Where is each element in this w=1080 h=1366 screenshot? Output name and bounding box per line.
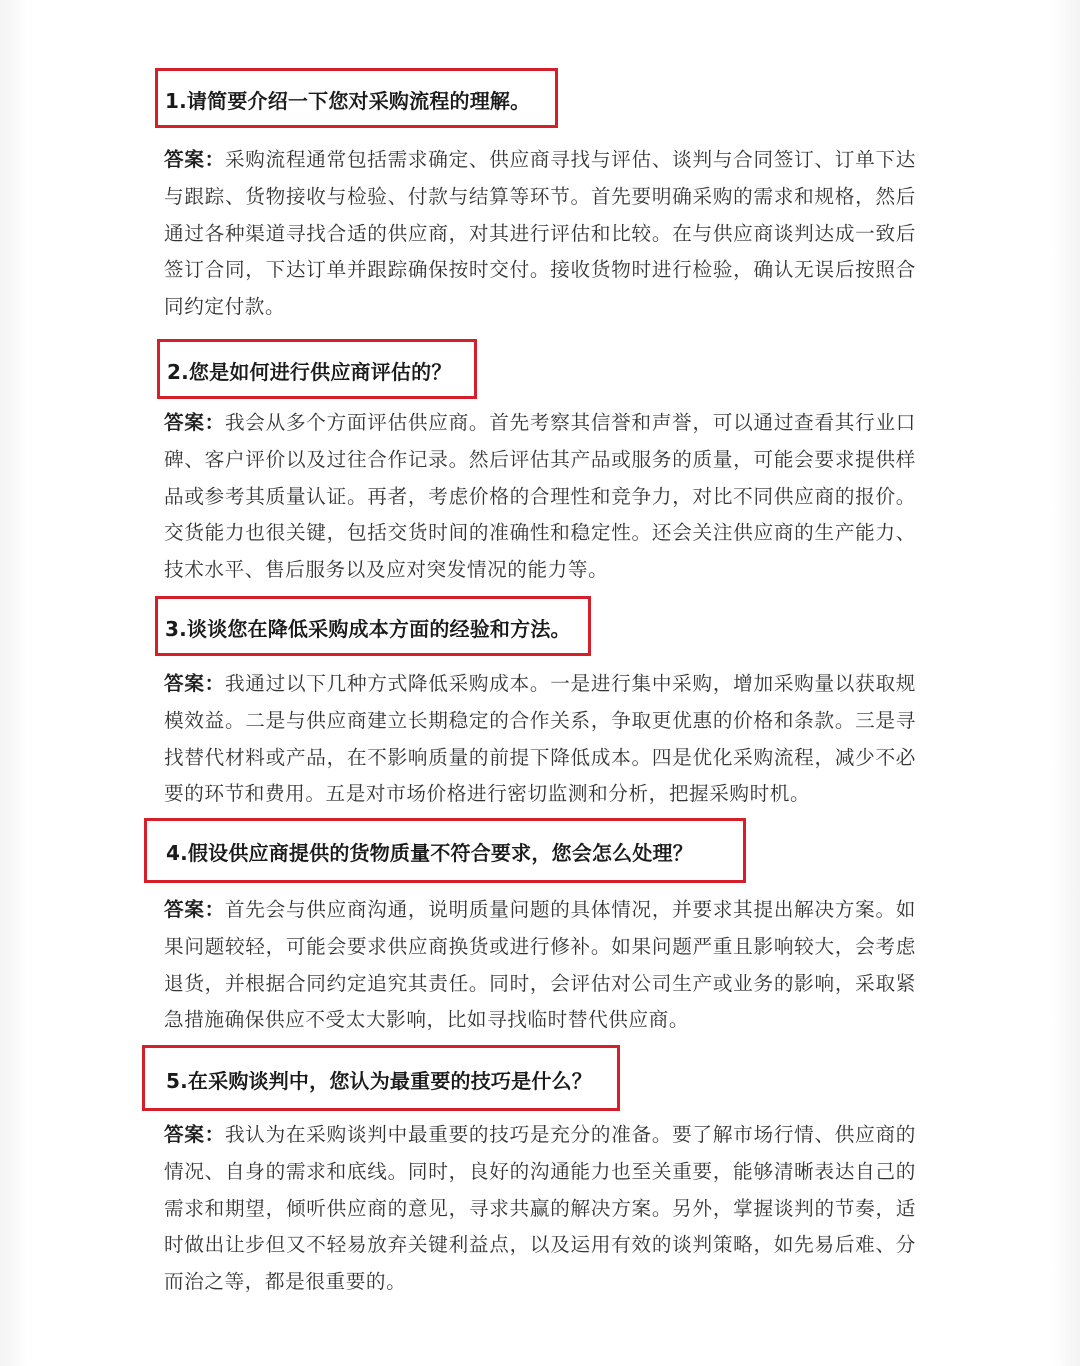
question-box-2 [157, 339, 477, 399]
question-box-5 [142, 1045, 620, 1111]
question-4: 4.假设供应商提供的货物质量不符合要求，您会怎么处理？ [166, 841, 693, 865]
question-1: 1.请简要介绍一下您对采购流程的理解。 [165, 88, 531, 113]
answer-text-1: 采购流程通常包括需求确定、供应商寻找与评估、谈判与合同签订、订单下达与跟踪、货物接收与检验、付款与结算等环节。首先要明确采购的需求和规格，然后通过各种渠道寻找合适的供应商，对其进行评估和比较。在与供应商谈判达成一致后签订合同，下达订单并跟踪确保按时交付。接收货物时进行检验，确认无误后按照合同约定付款。 [164, 148, 916, 319]
question-3: 3.谈谈您在降低采购成本方面的经验和方法。 [165, 616, 571, 641]
question-box-1 [155, 68, 558, 128]
question-box-4 [144, 818, 746, 883]
answer-label-2: 答案： [164, 411, 225, 434]
answer-label-1: 答案： [164, 148, 225, 171]
question-5: 5.在采购谈判中，您认为最重要的技巧是什么？ [166, 1068, 592, 1093]
answer-1 [164, 142, 916, 326]
question-2: 2.您是如何进行供应商评估的？ [167, 359, 452, 384]
answer-text-4: 首先会与供应商沟通，说明质量问题的具体情况，并要求其提出解决方案。如果问题较轻，可能会要求供应商换货或进行修补。如果问题严重且影响较大，会考虑退货，并根据合同约定追究其责任。同时，会评估对公司生产或业务的影响，采取紧急措施确保供应不受太大影响，比如寻找临时替代供应商。 [164, 898, 916, 1032]
question-box-3 [155, 596, 591, 656]
answer-label-4: 答案： [164, 898, 225, 921]
answer-5 [164, 1117, 916, 1301]
answer-label-3: 答案： [164, 672, 225, 695]
answer-text-2: 我会从多个方面评估供应商。首先考察其信誉和声誉，可以通过查看其行业口碑、客户评价以及过往合作记录。然后评估其产品或服务的质量，可能会要求提供样品或参考其质量认证。再者，考虑价格的合理性和竞争力，对比不同供应商的报价。交货能力也很关键，包括交货时间的准确性和稳定性。还会关注供应商的生产能力、技术水平、售后服务以及应对突发情况的能力等。 [164, 411, 916, 582]
answer-label-5: 答案： [164, 1123, 225, 1146]
answer-3 [164, 666, 916, 813]
answer-2 [164, 405, 916, 589]
answer-text-5: 我认为在采购谈判中最重要的技巧是充分的准备。要了解市场行情、供应商的情况、自身的需求和底线。同时，良好的沟通能力也至关重要，能够清晰表达自己的需求和期望，倾听供应商的意见，寻求共赢的解决方案。另外，掌握谈判的节奏，适时做出让步但又不轻易放弃关键利益点，以及运用有效的谈判策略，如先易后难、分而治之等，都是很重要的。 [164, 1123, 916, 1294]
answer-text-3: 我通过以下几种方式降低采购成本。一是进行集中采购，增加采购量以获取规模效益。二是与供应商建立长期稳定的合作关系，争取更优惠的价格和条款。三是寻找替代材料或产品，在不影响质量的前提下降低成本。四是优化采购流程，减少不必要的环节和费用。五是对市场价格进行密切监测和分析，把握采购时机。 [164, 672, 916, 806]
answer-4 [164, 892, 916, 1039]
